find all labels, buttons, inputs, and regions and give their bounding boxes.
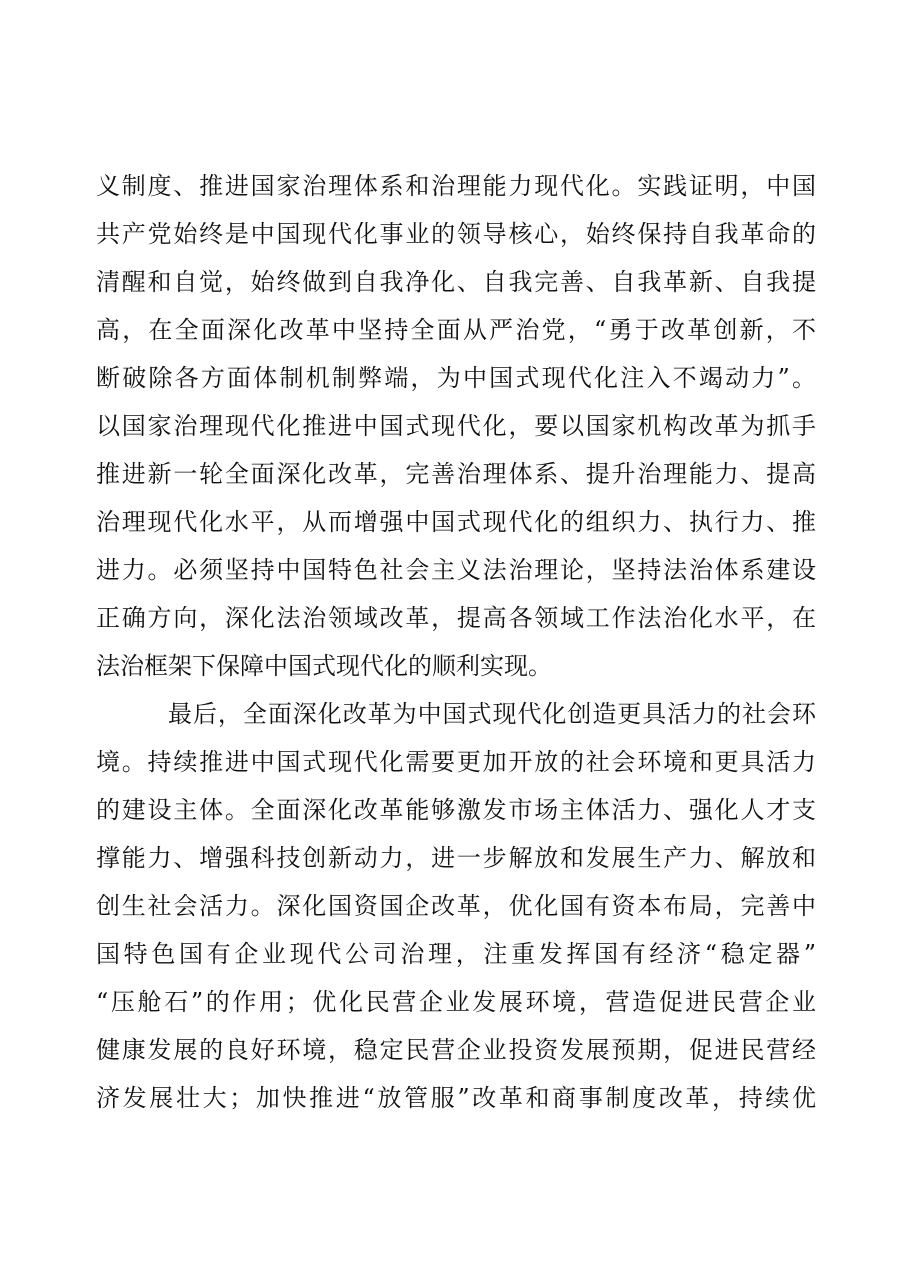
text-line: 的建设主体。全面深化改革能够激发市场主体活力、强化人才支 bbox=[96, 796, 816, 824]
text-line: 正确方向，深化法治领域改革，提高各领域工作法治化水平，在 bbox=[96, 604, 816, 632]
text-line: 推进新一轮全面深化改革，完善治理体系、提升治理能力、提高 bbox=[96, 460, 816, 488]
text-line: 义制度、推进国家治理体系和治理能力现代化。实践证明，中国 bbox=[96, 172, 816, 200]
text-line: 高，在全面深化改革中坚持全面从严治党，“勇于改革创新，不 bbox=[96, 316, 816, 344]
paragraph-first-line: 最后，全面深化改革为中国式现代化创造更具活力的社会环 bbox=[168, 700, 816, 728]
text-line: 创生社会活力。深化国资国企改革，优化国有资本布局，完善中 bbox=[96, 892, 816, 920]
text-line: 以国家治理现代化推进中国式现代化，要以国家机构改革为抓手 bbox=[96, 412, 816, 440]
text-line: 清醒和自觉，始终做到自我净化、自我完善、自我革新、自我提 bbox=[96, 268, 816, 296]
text-line: 法治框架下保障中国式现代化的顺利实现。 bbox=[96, 652, 552, 680]
text-line: 济发展壮大；加快推进“放管服”改革和商事制度改革，持续优 bbox=[96, 1084, 816, 1112]
text-line: 健康发展的良好环境，稳定民营企业投资发展预期，促进民营经 bbox=[96, 1036, 816, 1064]
text-line: 断破除各方面体制机制弊端，为中国式现代化注入不竭动力”。 bbox=[96, 364, 816, 392]
text-line: “压舱石”的作用；优化民营企业发展环境，营造促进民营企业 bbox=[96, 988, 816, 1016]
text-line: 境。持续推进中国式现代化需要更加开放的社会环境和更具活力 bbox=[96, 748, 816, 776]
text-line: 共产党始终是中国现代化事业的领导核心，始终保持自我革命的 bbox=[96, 220, 816, 248]
text-line: 国特色国有企业现代公司治理，注重发挥国有经济“稳定器” bbox=[96, 940, 816, 968]
text-line: 治理现代化水平，从而增强中国式现代化的组织力、执行力、推 bbox=[96, 508, 816, 536]
text-line: 进力。必须坚持中国特色社会主义法治理论，坚持法治体系建设 bbox=[96, 556, 816, 584]
text-line: 撑能力、增强科技创新动力，进一步解放和发展生产力、解放和 bbox=[96, 844, 816, 872]
